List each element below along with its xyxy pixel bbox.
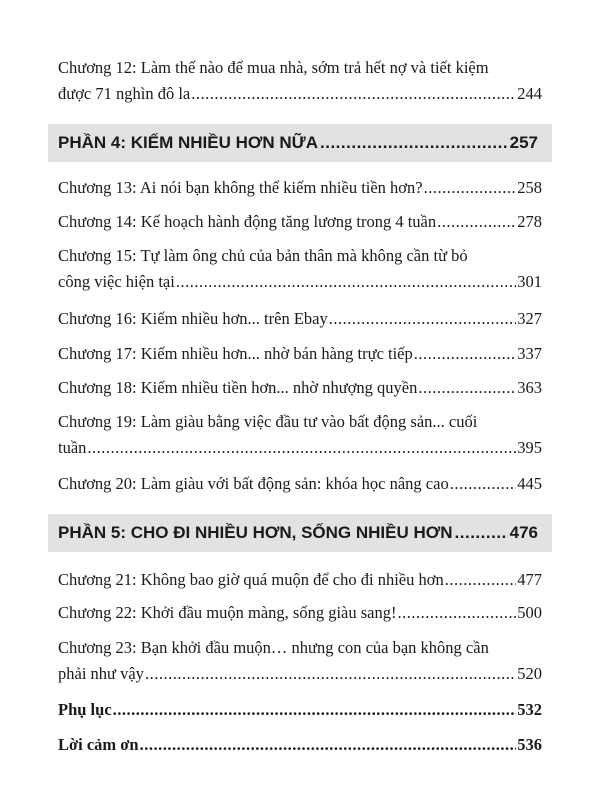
toc-entry-line2: công việc hiện tại — [58, 272, 175, 291]
page-number: 337 — [517, 344, 542, 363]
toc-entry-chapter-23 — [58, 635, 542, 687]
toc-entry-title: Chương 17: Kiếm nhiều hơn... nhờ bán hàng trực tiếp — [58, 344, 413, 363]
page-number: 244 — [517, 84, 542, 103]
toc-entry-appendix — [58, 697, 542, 723]
page-number: 477 — [517, 570, 542, 589]
toc-entry-title: Chương 22: Khởi đầu muộn màng, sống giàu sang! — [58, 603, 397, 622]
dot-leader — [398, 600, 517, 626]
page-number: 395 — [517, 438, 542, 457]
dot-leader — [191, 81, 516, 107]
dot-leader — [113, 697, 517, 723]
toc-entry-title: Lời cảm ơn — [58, 735, 139, 754]
page-number: 278 — [517, 212, 542, 231]
toc-part-5-header — [48, 514, 552, 552]
toc-entry-title: Phụ lục — [58, 700, 112, 719]
toc-entry-title: Chương 16: Kiếm nhiều hơn... trên Ebay — [58, 309, 328, 328]
page-number: 520 — [517, 664, 542, 683]
toc-entry-title: Chương 14: Kế hoạch hành động tăng lương trong 4 tuần — [58, 212, 437, 231]
dot-leader — [450, 471, 517, 497]
page-number: 363 — [517, 378, 542, 397]
toc-entry-title: Chương 21: Không bao giờ quá muộn để cho đi nhiều hơn — [58, 570, 444, 589]
dot-leader — [329, 306, 517, 332]
toc-entry-line2: được 71 nghìn đô la — [58, 84, 191, 103]
toc-entry-chapter-20 — [58, 471, 542, 497]
toc-entry-line1: Chương 15: Tự làm ông chủ của bản thân mà không cần từ bỏ — [58, 246, 468, 265]
dot-leader — [140, 732, 517, 758]
page-number: 327 — [517, 309, 542, 328]
toc-entry-line1: Chương 12: Làm thế nào để mua nhà, sớm trả hết nợ và tiết kiệm — [58, 58, 489, 77]
dot-leader — [445, 567, 517, 593]
toc-entry-chapter-18 — [58, 375, 542, 401]
part-title: PHẦN 5: CHO ĐI NHIỀU HƠN, SỐNG NHIỀU HƠN — [58, 523, 453, 542]
part-title: PHẦN 4: KIẾM NHIỀU HƠN NỮA — [58, 133, 319, 152]
dot-leader — [320, 124, 508, 162]
toc-entry-chapter-12 — [58, 55, 542, 107]
page-number: 476 — [509, 523, 538, 542]
toc-part-4-header — [48, 124, 552, 162]
dot-leader — [145, 661, 516, 687]
toc-entry-title: Chương 18: Kiếm nhiều tiền hơn... nhờ nhượng quyền — [58, 378, 418, 397]
page-number: 257 — [509, 133, 538, 152]
toc-entry-line1: Chương 19: Làm giàu bằng việc đầu tư vào bất động sản... cuối — [58, 412, 478, 431]
dot-leader — [414, 341, 516, 367]
page-number: 445 — [517, 474, 542, 493]
toc-entry-chapter-19 — [58, 409, 542, 461]
toc-entry-line2: tuần — [58, 438, 87, 457]
page-number: 258 — [517, 178, 542, 197]
toc-entry-title: Chương 20: Làm giàu với bất động sản: khóa học nâng cao — [58, 474, 449, 493]
toc-entry-chapter-22 — [58, 600, 542, 626]
toc-entry-chapter-21 — [58, 567, 542, 593]
dot-leader — [455, 514, 508, 552]
dot-leader — [87, 435, 516, 461]
toc-entry-chapter-14 — [58, 209, 542, 235]
page-number: 301 — [517, 272, 542, 291]
dot-leader — [424, 175, 517, 201]
toc-entry-line2: phải như vậy — [58, 664, 144, 683]
toc-entry-chapter-16 — [58, 306, 542, 332]
toc-entry-title: Chương 13: Ai nói bạn không thể kiếm nhiều tiền hơn? — [58, 178, 423, 197]
page-number: 532 — [517, 700, 542, 719]
toc-entry-chapter-15 — [58, 243, 542, 295]
toc-entry-acknowledgements — [58, 732, 542, 758]
page-number: 536 — [517, 735, 542, 754]
toc-entry-chapter-13 — [58, 175, 542, 201]
toc-entry-chapter-17 — [58, 341, 542, 367]
dot-leader — [176, 269, 516, 295]
toc-entry-line1: Chương 23: Bạn khởi đầu muộn… nhưng con của bạn không cần — [58, 638, 489, 657]
page-number: 500 — [517, 603, 542, 622]
dot-leader — [418, 375, 516, 401]
dot-leader — [437, 209, 516, 235]
